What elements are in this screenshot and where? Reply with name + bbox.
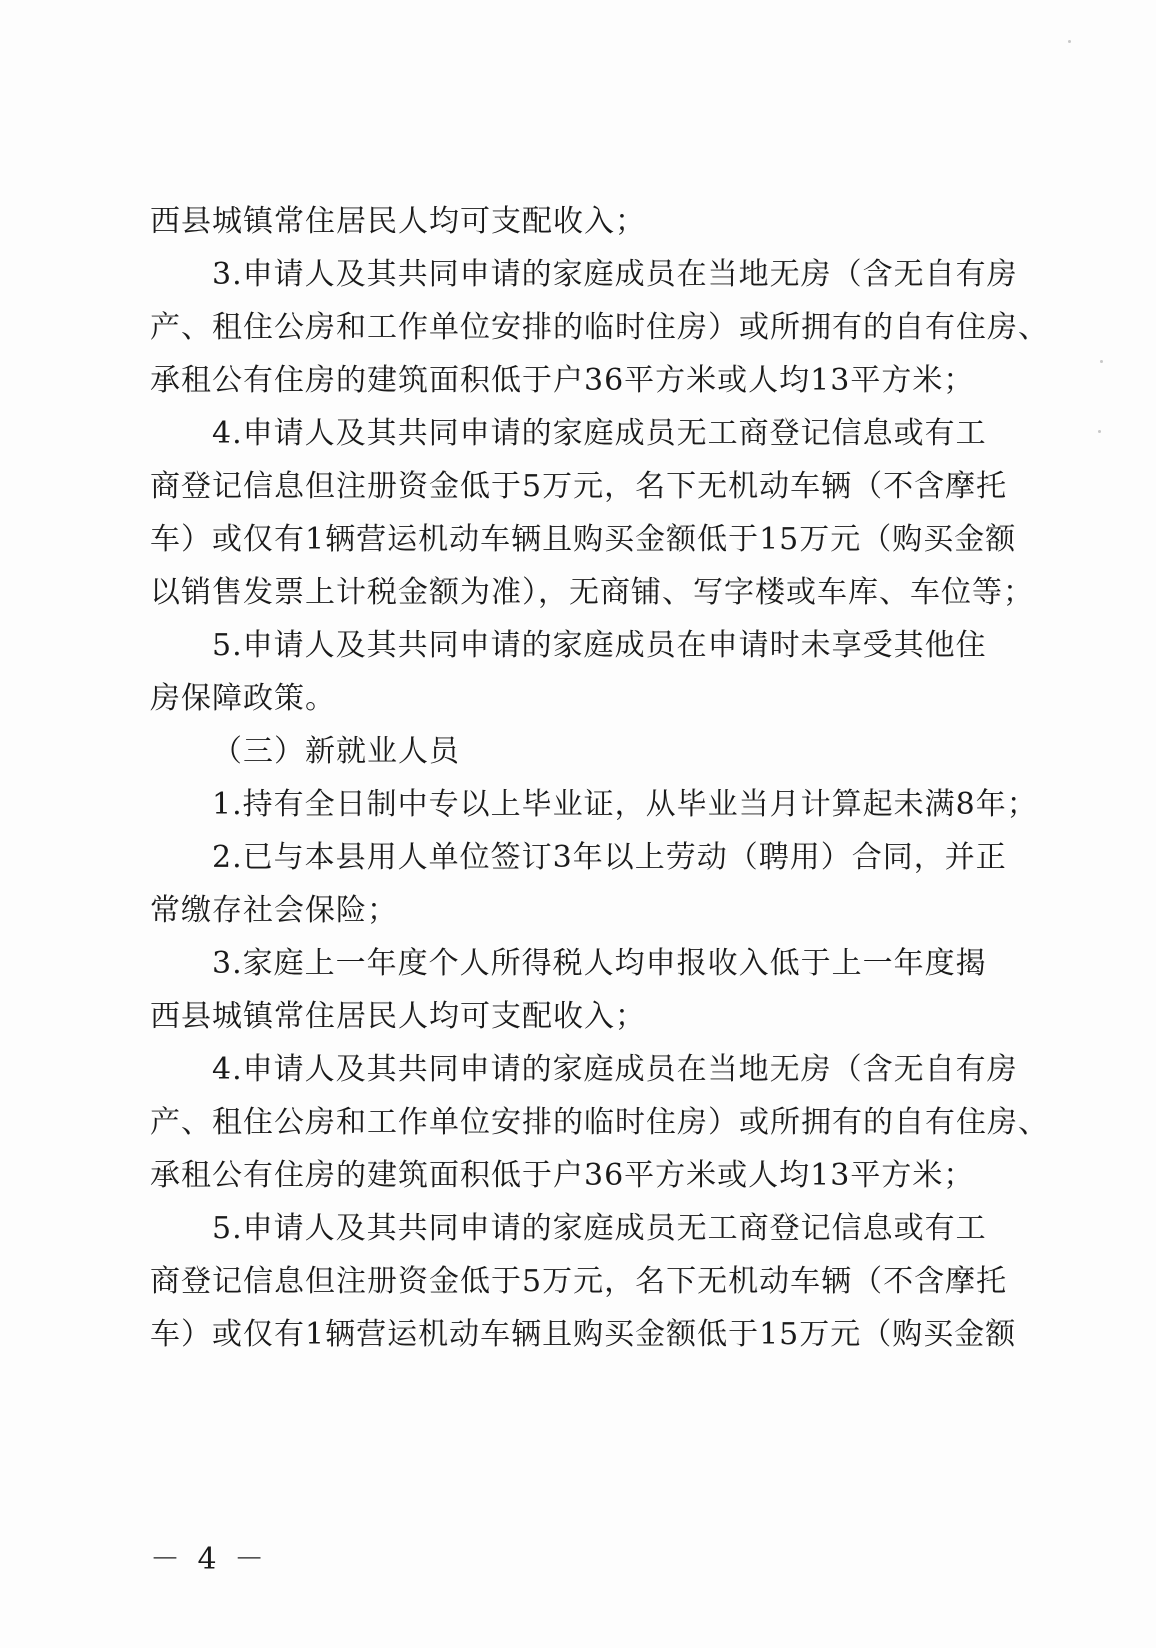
paragraph-line: 2.已与本县用人单位签订3年以上劳动（聘用）合同，并正 xyxy=(212,840,1007,875)
paragraph-line: 车）或仅有1辆营运机动车辆且购买金额低于15万元（购买金额 xyxy=(150,522,1017,557)
paragraph-line: 车）或仅有1辆营运机动车辆且购买金额低于15万元（购买金额 xyxy=(150,1317,1017,1352)
section-heading: （三）新就业人员 xyxy=(212,734,460,769)
paragraph-line: 产、租住公房和工作单位安排的临时住房）或所拥有的自有住房、 xyxy=(150,1105,1049,1140)
paragraph-line: 商登记信息但注册资金低于5万元，名下无机动车辆（不含摩托 xyxy=(150,1264,1008,1299)
paragraph-line: 4.申请人及其共同申请的家庭成员无工商登记信息或有工 xyxy=(212,416,987,451)
paragraph-line: 5.申请人及其共同申请的家庭成员在申请时未享受其他住 xyxy=(212,628,987,663)
paragraph-line: 西县城镇常住居民人均可支配收入； xyxy=(150,999,646,1034)
paragraph-line: 3.家庭上一年度个人所得税人均申报收入低于上一年度揭 xyxy=(212,946,987,981)
paragraph-line: 以销售发票上计税金额为准），无商铺、写字楼或车库、车位等； xyxy=(150,575,1034,610)
scan-speck xyxy=(1098,430,1101,433)
scan-speck xyxy=(1100,360,1103,363)
paragraph-line: 西县城镇常住居民人均可支配收入； xyxy=(150,204,646,239)
scan-speck xyxy=(1068,40,1071,43)
paragraph-line: 3.申请人及其共同申请的家庭成员在当地无房（含无自有房 xyxy=(212,257,1018,292)
paragraph-line: 承租公有住房的建筑面积低于户36平方米或人均13平方米； xyxy=(150,1158,975,1193)
paragraph-line: 承租公有住房的建筑面积低于户36平方米或人均13平方米； xyxy=(150,363,975,398)
paragraph-line: 常缴存社会保险； xyxy=(150,893,398,928)
paragraph-line: 产、租住公房和工作单位安排的临时住房）或所拥有的自有住房、 xyxy=(150,310,1049,345)
page-number: － 4 － xyxy=(150,1542,269,1577)
paragraph-line: 房保障政策。 xyxy=(150,681,336,716)
paragraph-line: 商登记信息但注册资金低于5万元，名下无机动车辆（不含摩托 xyxy=(150,469,1008,504)
paragraph-line: 5.申请人及其共同申请的家庭成员无工商登记信息或有工 xyxy=(212,1211,987,1246)
paragraph-line: 1.持有全日制中专以上毕业证，从毕业当月计算起未满8年； xyxy=(212,787,1038,822)
paragraph-line: 4.申请人及其共同申请的家庭成员在当地无房（含无自有房 xyxy=(212,1052,1018,1087)
